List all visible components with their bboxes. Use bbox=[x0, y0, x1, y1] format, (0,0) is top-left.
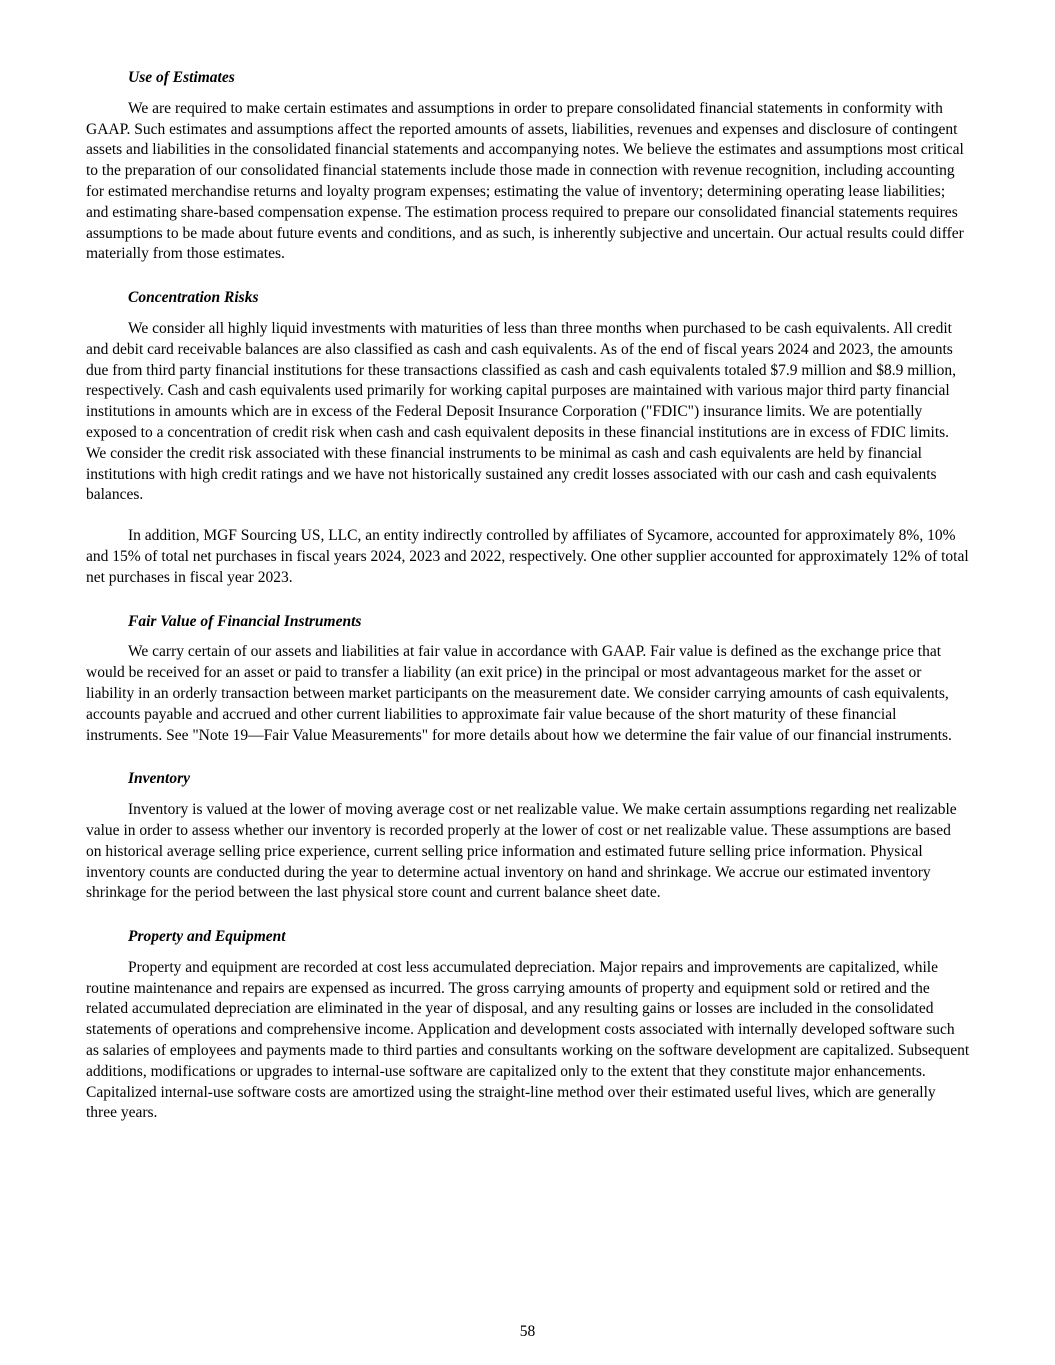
section-paragraph: We consider all highly liquid investments with maturities of less than three months when purchased to be cash equivalents. All credit and debit card receivable balances are also classified as cash and cash equivalents. As of the end of fiscal years 2024 and 2023, the amounts due from third party financial institutions for these transactions classified as cash and cash equivalents totaled $7.9 million and $8.9 million, respectively. Cash and cash equivalents used primarily for working capital purposes are maintained with various major third party financial institutions in amounts which are in excess of the Federal Deposit Insurance Corporation ("FDIC") insurance limits. We are potentially exposed to a concentration of credit risk when cash and cash equivalent deposits in these financial institutions are in excess of FDIC limits. We consider the credit risk associated with these financial instruments to be minimal as cash and cash equivalents are held by financial institutions with high credit ratings and we have not historically sustained any credit losses associated with our cash and cash equivalents balances. bbox=[86, 319, 956, 504]
section-heading: Inventory bbox=[128, 770, 190, 788]
section-heading: Use of Estimates bbox=[128, 69, 235, 86]
section-concentration-risks bbox=[86, 288, 970, 588]
section-heading: Fair Value of Financial Instruments bbox=[128, 612, 362, 630]
section-fair-value bbox=[86, 612, 970, 747]
section-paragraph: In addition, MGF Sourcing US, LLC, an entity indirectly controlled by affiliates of Sycamore, accounted for approximately 8%, 10% and 15% of total net purchases in fiscal years 2024, 2023 and 2022, respectively. One other supplier accounted for approximately 12% of total net purchases in fiscal year 2023. bbox=[86, 527, 969, 586]
document-body bbox=[86, 68, 970, 1147]
section-paragraph: Inventory is valued at the lower of moving average cost or net realizable value. We make certain assumptions regarding net realizable value in order to assess whether our inventory is recorded properly at the lower of cost or net realizable value. These assumptions are based on historical average selling price experience, current selling price information and estimated future selling price information. Physical inventory counts are conducted during the year to determine actual inventory on hand and shrinkage. We accrue our estimated inventory shrinkage for the period between the last physical store count and current balance sheet date. bbox=[86, 801, 957, 902]
page-number: 58 bbox=[519, 1323, 536, 1340]
section-paragraph: We carry certain of our assets and liabilities at fair value in accordance with GAAP. Fair value is defined as the exchange price that would be received for an asset or paid to transfer a liability (an exit price) in the principal or most advantageous market for the asset or liability in an orderly transaction between market participants on the measurement date. We consider carrying amounts of cash equivalents, accounts payable and accrued and other current liabilities to approximate fair value because of the short maturity of these financial instruments. See "Note 19—Fair Value Measurements" for more details about how we determine the fair value of our financial instruments. bbox=[86, 643, 952, 744]
section-property-and-equipment bbox=[86, 927, 970, 1124]
section-heading: Concentration Risks bbox=[128, 289, 259, 307]
section-use-of-estimates bbox=[86, 68, 970, 265]
section-paragraph: We are required to make certain estimates and assumptions in order to prepare consolidated financial statements in conformity with GAAP. Such estimates and assumptions affect the reported amounts of assets, liabilities, revenues and expenses and disclosure of contingent assets and liabilities in the consolidated financial statements and accompanying notes. We believe the estimates and assumptions most critical to the preparation of our consolidated financial statements include those made in connection with revenue recognition, including accounting for estimated merchandise returns and loyalty program expenses; estimating the value of inventory; determining operating lease liabilities; and estimating share-based compensation expense. The estimation process required to prepare our consolidated financial statements requires assumptions to be made about future events and conditions, and as such, is inherently subjective and uncertain. Our actual results could differ materially from those estimates. bbox=[86, 99, 964, 263]
section-heading: Property and Equipment bbox=[128, 928, 286, 946]
section-inventory bbox=[86, 769, 970, 904]
section-paragraph: Property and equipment are recorded at cost less accumulated depreciation. Major repairs and improvements are capitalized, while routine maintenance and repairs are expensed as incurred. The gross carrying amounts of property and equipment sold or retired and the related accumulated depreciation are eliminated in the year of disposal, and any resulting gains or losses are included in the consolidated statements of operations and comprehensive income. Application and development costs associated with internally developed software such as salaries of employees and payments made to third parties and consultants working on the software development are capitalized. Subsequent additions, modifications or upgrades to internal-use software are capitalized only to the extent that they constitute major enhancements. Capitalized internal-use software costs are amortized using the straight-line method over their estimated useful lives, which are generally three years. bbox=[86, 958, 970, 1122]
